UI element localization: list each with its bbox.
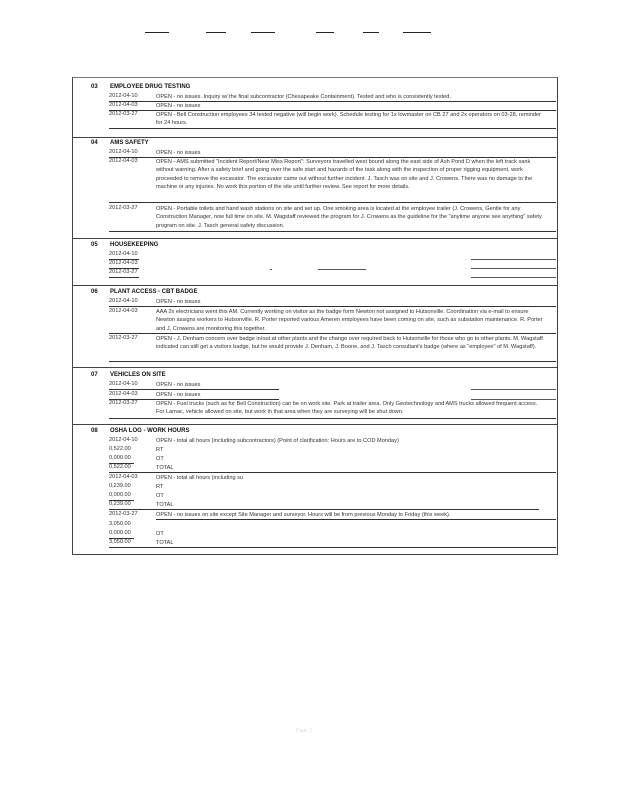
hours-value: 0,522.00 <box>109 446 131 452</box>
section-number: 03 <box>91 84 98 90</box>
header-rule <box>251 32 275 33</box>
entry-date: 2012-04-03 <box>109 102 138 108</box>
entry-text: OPEN - no issues <box>156 392 201 398</box>
section-number: 08 <box>91 428 98 434</box>
entry-date: 2012-04-10 <box>109 298 138 304</box>
header-rule <box>403 32 431 33</box>
entry-rule <box>109 231 556 232</box>
entry-rule <box>156 519 556 520</box>
entry-date: 2012-04-03 <box>109 308 138 314</box>
entry-text: AAA 2x electricians went this AM. Currently working on visitor as the badge form Newton not assigned to Hutsonville. Coordination via e-mail to ensure Newton assigns workers to Hutsonville. R. Porter reported various Ameren employees have been coming on site, such as substation maintenance. R. Porter and J. Crowens are monitoring this together. <box>156 309 543 332</box>
entry-rule <box>109 509 539 510</box>
hours-label: OT <box>156 531 164 537</box>
entry-date: 2012-04-10 <box>109 251 138 257</box>
hours-value: 0,239.00 <box>109 483 131 489</box>
entry-date: 2012-04-10 <box>109 437 138 443</box>
header-rule <box>316 32 334 33</box>
hours-value: 0,239.00 <box>109 501 131 507</box>
entry-rule <box>109 361 556 362</box>
entry-text: OPEN - no issues on site except Site Manager and surveyor. Hours will be from previous Monday to Friday (this week). <box>156 512 451 518</box>
entry-text: OPEN - Bell Construction employees 34 tested negative (will begin work). Schedule testing for 1x lowmaster on CB 27 and 2x operators on 03-28, reminder for 24 hours. <box>156 112 541 127</box>
hours-label: TOTAL <box>156 465 174 471</box>
entry-rule <box>109 306 556 307</box>
section-title: EMPLOYEE DRUG TESTING <box>110 84 191 90</box>
header-rule <box>145 32 169 33</box>
hours-value: 0,000.00 <box>109 530 131 536</box>
section-title: VEHICLES ON SITE <box>110 372 166 378</box>
section-divider <box>72 285 558 286</box>
hours-value: 0,000.00 <box>109 492 131 498</box>
page-footer: Page 3 <box>296 728 312 734</box>
hours-value: 0,522.00 <box>109 464 131 470</box>
entry-text: OPEN - AMS submitted "Incident Report/Near Miss Report": Surveyors travelled west bound along the east side of Ash Pond D when the left track sank without warning. After a safety brief and going over the safe start and hazards of the task along with the inspection of proper rigging equipment, work proceeded to remove the excavator. The excavator came out without further incident. J. Tasch was on site and J. Crowens. There was no damage to the machine or any injuries. No work this portion of the site until further review. See report for more details. <box>156 159 533 190</box>
blank-rule <box>270 269 272 270</box>
hours-label: TOTAL <box>156 540 174 546</box>
entry-text: OPEN - total all hours (including subcontractors) (Point of clarification: Hours are to COD Monday) <box>156 438 399 444</box>
entry-text: OPEN - Fuel trucks (such as for Bell Construction) can be on work site. Park at trailer area. Only Geotechnology and AMS trucks allowed frequent access. For Lamac, vehicle allowed on site, but work in that area when they are surveying will be shut down. <box>156 401 538 416</box>
section-number: 07 <box>91 372 98 378</box>
entry-text: OPEN - J. Denham concern over badge in/out at other plants and the change over required back to Hutsonville for those who go to other plants. M. Wagstaff indicated can still get a visitors badge, but he would provide J. Denham, J. Boone, and J. Tasch consultant's badge (where as "employee" of M. Wagstaff). <box>156 336 543 351</box>
hours-value: 3,050.00 <box>109 539 131 545</box>
section-divider <box>72 424 558 425</box>
blank-rule <box>318 269 366 270</box>
blank-rule <box>471 389 556 390</box>
blank-rule <box>471 268 556 269</box>
entry-rule <box>109 333 556 334</box>
entry-rule <box>109 472 556 473</box>
entry-rule <box>109 389 279 390</box>
hours-label: OT <box>156 456 164 462</box>
header-rule <box>206 32 226 33</box>
entry-date: 2012-04-10 <box>109 149 138 155</box>
entry-date: 2012-04-03 <box>109 391 138 397</box>
section-number: 06 <box>91 289 98 295</box>
entry-date: 2012-04-03 <box>109 474 138 480</box>
section-title: HOUSEKEEPING <box>110 242 159 248</box>
entry-rule <box>109 202 556 203</box>
entry-date: 2012-04-10 <box>109 381 138 387</box>
header-rule <box>363 32 379 33</box>
entry-date: 2012-03-27 <box>109 111 138 117</box>
blank-rule <box>471 277 556 278</box>
entry-text: OPEN - Portable toilets and hand wash stations on site and set up. One smoking area is located at the employee trailer (J. Crowens, Gentle for any Construction Manager, now full time on site. M. Wagstaff reviewed the program for J. Crowens as the guideline for the "anytime anyone see anything" safety program on site. J. Tasch general safety discussion. <box>156 206 542 229</box>
entry-text: OPEN - no issues <box>156 299 201 305</box>
hours-label: RT <box>156 484 164 490</box>
entry-date: 2012-03-27 <box>109 269 138 275</box>
entry-rule <box>109 418 556 419</box>
entry-text: OPEN - no issues <box>156 382 201 388</box>
entry-date: 2012-03-27 <box>109 400 138 406</box>
entry-date: 2012-03-27 <box>109 205 138 211</box>
entry-rule <box>109 277 139 278</box>
section-title: AMS SAFETY <box>110 140 149 146</box>
entry-text: OPEN - total all hours (including su <box>156 475 244 481</box>
section-title: PLANT ACCESS - CBT BADGE <box>110 289 198 295</box>
entry-date: 2012-04-03 <box>109 158 138 164</box>
hours-label: OT <box>156 493 164 499</box>
entry-date: 2012-03-27 <box>109 335 138 341</box>
section-number: 04 <box>91 140 98 146</box>
entry-text: OPEN - no issues <box>156 150 201 156</box>
blank-rule <box>471 259 556 260</box>
section-divider <box>72 238 558 239</box>
hours-value: 0,000.00 <box>109 455 131 461</box>
hours-label: TOTAL <box>156 502 174 508</box>
entry-rule <box>109 128 556 129</box>
hours-value: 3,050.00 <box>109 521 131 527</box>
section-title: OSHA LOG - WORK HOURS <box>110 428 190 434</box>
entry-text: OPEN - no issues <box>156 103 201 109</box>
section-divider <box>72 137 558 138</box>
hours-label: RT <box>156 447 164 453</box>
entry-text: OPEN - no issues. Inquiry w/ the final subcontractor (Chesapeake Containment). Tested and who is consistently tested. <box>156 94 451 100</box>
entry-rule <box>109 547 556 548</box>
entry-date: 2012-04-03 <box>109 260 138 266</box>
entry-date: 2012-03-27 <box>109 511 138 517</box>
section-divider <box>72 367 558 368</box>
section-number: 05 <box>91 242 98 248</box>
entry-date: 2012-04-10 <box>109 93 138 99</box>
